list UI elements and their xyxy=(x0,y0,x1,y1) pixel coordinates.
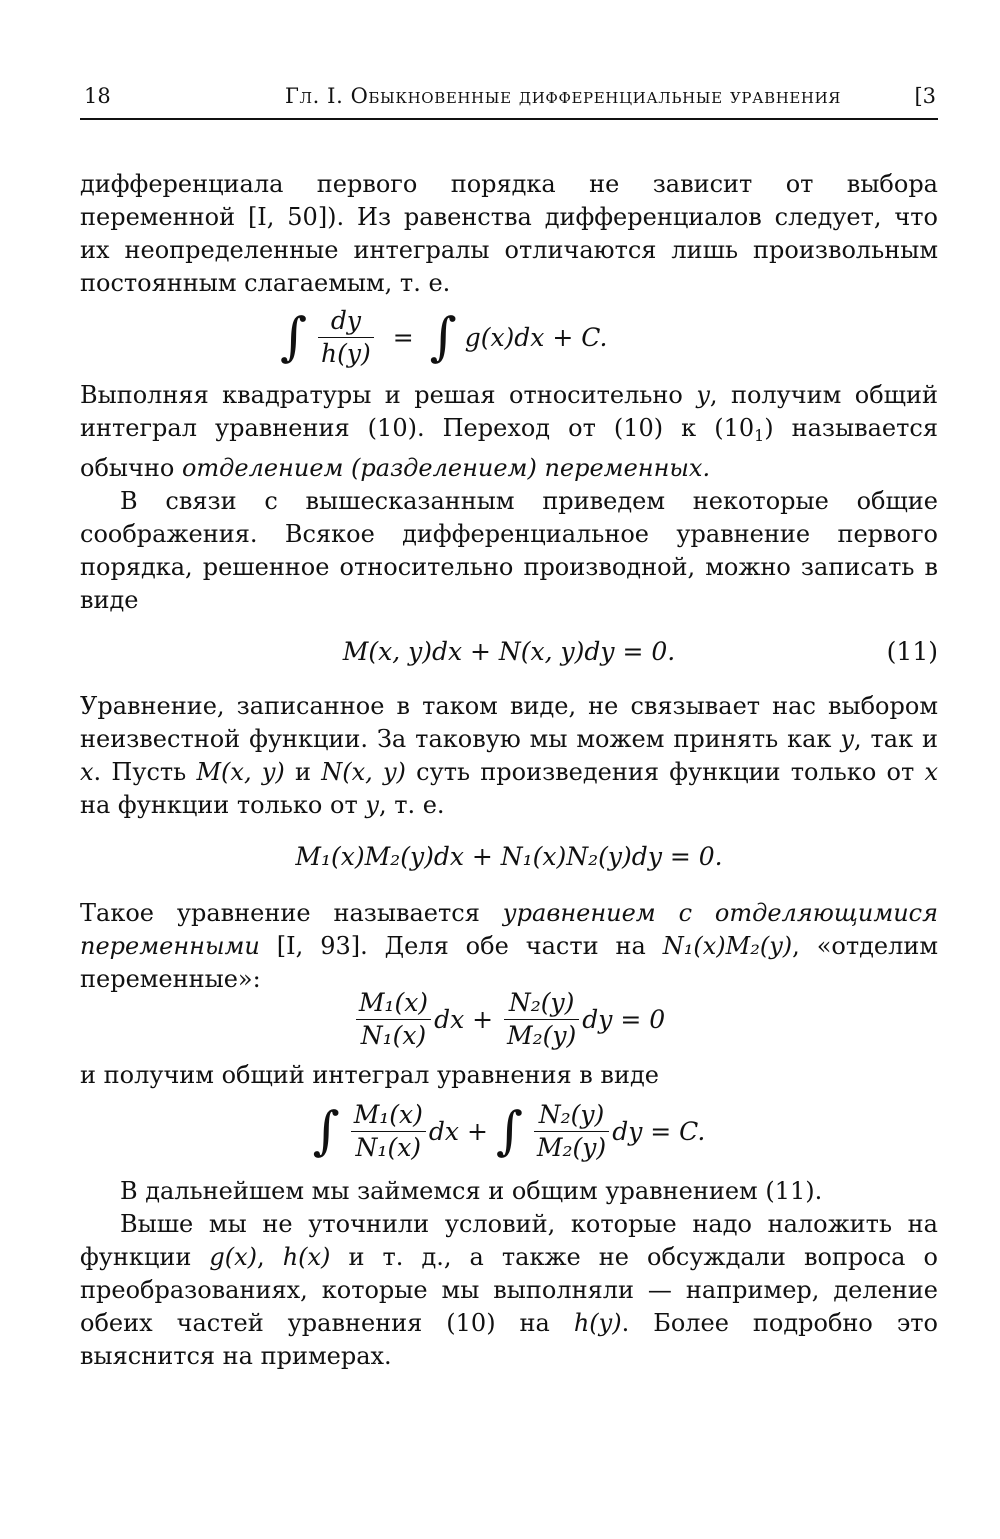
page-body xyxy=(80,168,938,1373)
italic-term: отделением (разделением) переменных. xyxy=(181,453,711,482)
italic-term: уравнением с отделяющимися переменными xyxy=(80,898,939,960)
integral-sign: ∫ xyxy=(429,307,457,368)
equation-separated: $\frac{\text{M₁(x)}}{\text{N₁(x)}}$ dx + $\frac{\text{N₂(y)}}{\text{M₂(y)}}$ dy = 0 xyxy=(80,988,938,1051)
chapter-title: Гл. I. Обыкновенные дифференциальные уравнения xyxy=(285,84,842,108)
equation-rhs: g(x)dx + C. xyxy=(464,323,608,352)
equation-11: M(x, y)dx + N(x, y)dy = 0. (11) xyxy=(342,636,938,666)
paragraph-6: и получим общий интеграл уравнения в виде xyxy=(80,1060,659,1089)
paragraph-3: В связи с вышесказанным приведем некоторые общие соображения. Всякое дифференциальное уравнение первого порядка, решенное относительно производной, можно записать в виде xyxy=(80,486,938,614)
equation-product-form: M₁(x)M₂(y)dx + N₁(x)N₂(y)dy = 0. xyxy=(295,841,723,871)
paragraph-5: Такое уравнение называется уравнением с отделяющимися переменными [I, 93]. Деля обе части на N₁(x)M₂(y), «отделим переменные»: xyxy=(80,898,939,993)
fraction: $\frac{dy}{h(y)}$ xyxy=(318,306,374,369)
running-header xyxy=(80,78,938,120)
paragraph-2: Выполняя квадратуры и решая относительно y, получим общий интеграл уравнения (10). Переход от (10) к $(10_1)$ называется обычно отделением (разделением) переменных. xyxy=(80,381,938,482)
paragraph-4: Уравнение, записанное в таком виде, не связывает нас выбором неизвестной функции. За таковую мы можем принять как y, так и x. Пусть M(x, y) и N(x, y) суть произведения функции только от x на функции только от y, т. е. xyxy=(80,691,939,819)
integral-sign: ∫ xyxy=(495,1101,523,1162)
paragraph-8: Выше мы не уточнили условий, которые надо наложить на функции g(x), h(x) и т. д., а также не обсуждали вопроса о преобразованиях, которые мы выполняли — например, деление обеих частей уравнения (10) на h(y). Более подробно это выяснится на примерах. xyxy=(80,1209,938,1370)
integral-sign: ∫ xyxy=(312,1101,340,1162)
equation-number: (11) xyxy=(886,636,938,666)
page-number: 18 xyxy=(84,84,111,108)
paragraph-1: дифференциала первого порядка не зависит от выбора переменной [I, 50]). Из равенства дифференциалов следует, что их неопределенные интегралы отличаются лишь произвольным постоянным слагаемым, т. е. xyxy=(80,170,938,297)
equation-general-integral: ∫ $\frac{\text{M₁(x)}}{\text{N₁(x)}}$ dx + ∫ $\frac{\text{N₂(y)}}{\text{M₂(y)}}$ dy = C. xyxy=(312,1099,706,1162)
paragraph-7: В дальнейшем мы займемся и общим уравнением (11). xyxy=(120,1176,823,1205)
integral-sign: ∫ xyxy=(280,307,308,368)
equation-integral-separation: ∫ $\frac{dy}{h(y)}$ = ∫ g(x)dx + C. xyxy=(280,306,608,368)
section-marker: [3 xyxy=(914,84,936,108)
